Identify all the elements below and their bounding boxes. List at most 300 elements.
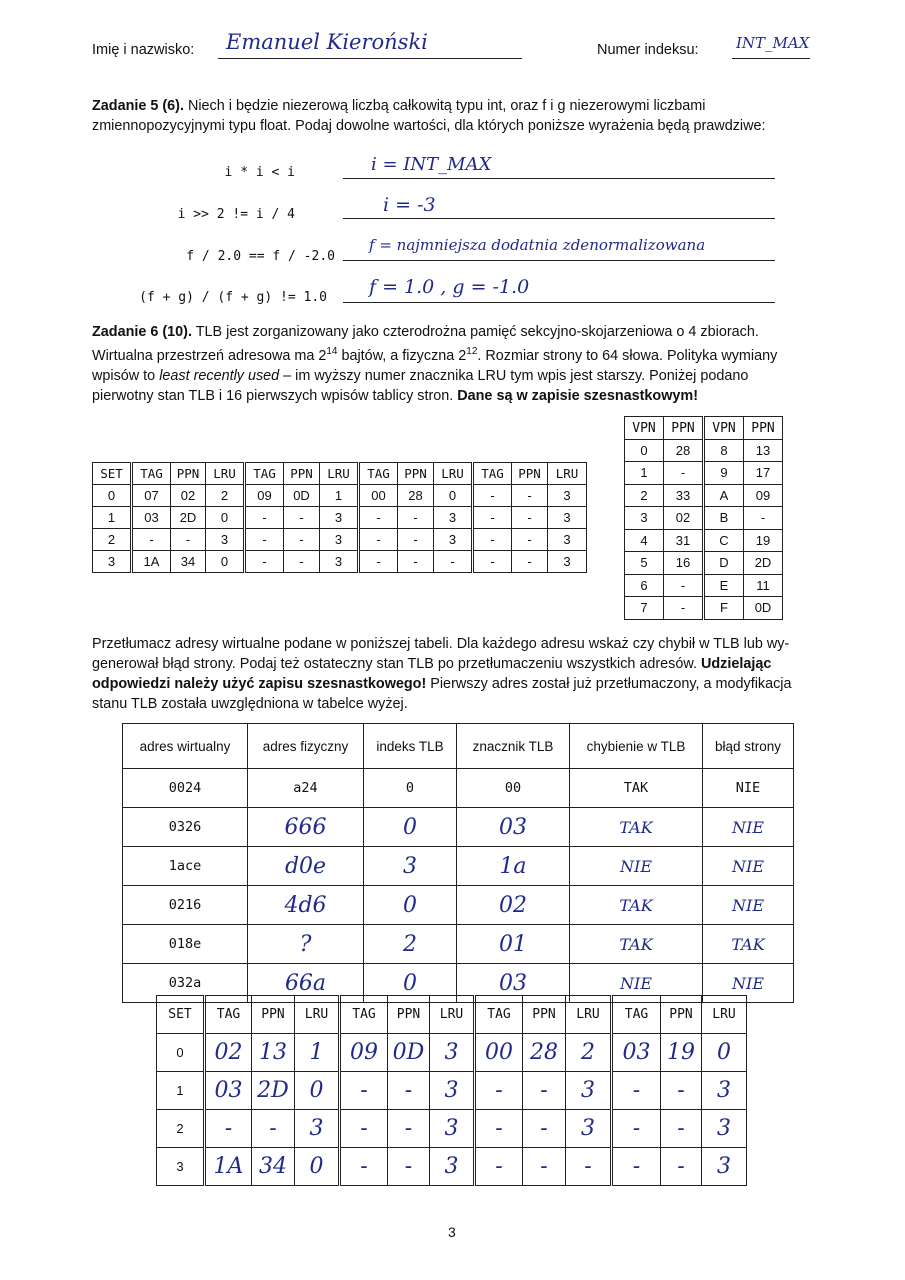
cell-value: 34: [259, 1154, 287, 1179]
cell-value: -: [299, 510, 304, 525]
table-row: [123, 886, 794, 925]
table-cell[interactable]: [430, 1034, 475, 1072]
table-cell[interactable]: [661, 1148, 702, 1186]
table-cell[interactable]: [475, 1148, 523, 1186]
table-cell[interactable]: [612, 1034, 661, 1072]
cell-value: LRU: [555, 466, 579, 481]
cell-value: -: [299, 532, 304, 547]
table-cell[interactable]: [570, 847, 703, 886]
table-cell: TAG: [612, 996, 661, 1034]
cell-value: PPN: [290, 466, 313, 481]
table-cell: PPN: [388, 996, 430, 1034]
table-cell: 2: [157, 1110, 205, 1148]
initial-tlb-table: [92, 462, 587, 573]
table-row: [625, 574, 783, 597]
cell-value: 3: [309, 1116, 324, 1141]
table-cell: [625, 417, 664, 440]
table-cell[interactable]: [295, 1110, 340, 1148]
index-value: INT_MAX: [736, 34, 810, 52]
table-cell: [206, 463, 245, 485]
cell-value: 03: [144, 510, 159, 525]
table-row: [123, 724, 794, 769]
page-table: [624, 416, 783, 620]
table-cell[interactable]: [430, 1072, 475, 1110]
table-cell: 16: [664, 552, 704, 575]
table-cell: [245, 551, 284, 573]
cell-value: 3: [444, 1040, 459, 1065]
cell-value: NIE: [732, 817, 764, 837]
cell-value: 3: [444, 1078, 459, 1103]
table-row: [157, 1148, 747, 1186]
index-label: Numer indeksu:: [597, 42, 699, 58]
table-cell: NIE: [703, 769, 794, 808]
cell-value: TAK: [619, 895, 653, 915]
table-cell: 6: [625, 574, 664, 597]
table-cell[interactable]: [252, 1072, 295, 1110]
table-cell: [245, 529, 284, 551]
task5-description: Niech i będzie niezerową liczbą całkowitą typu int, oraz f i g niezerowymi liczbami zmiennopozycyjnymi typu float. Podaj dowolne wartości, dla których poniższe wyrażenia będą prawdziwe:: [92, 98, 766, 134]
table-cell[interactable]: [248, 925, 364, 964]
table-cell: a24: [248, 769, 364, 808]
table-cell: 02: [664, 507, 704, 530]
table-cell: [398, 463, 434, 485]
table-cell: TAK: [570, 769, 703, 808]
cell-value: PPN: [404, 466, 427, 481]
cell-value: 0: [403, 814, 417, 840]
cell-value: 2D: [179, 510, 197, 525]
cell-value: 02: [214, 1040, 243, 1065]
table-row: [123, 808, 794, 847]
task6-line-3b: – im wyższy numer znacznika LRU tym wpis jest starszy. Poniżej podano: [279, 367, 749, 384]
table-cell: [93, 507, 132, 529]
table-row: [625, 597, 783, 620]
table-cell[interactable]: [702, 1072, 747, 1110]
table-cell: [473, 529, 512, 551]
table-cell: [132, 485, 171, 507]
table-cell: [512, 485, 548, 507]
table-cell[interactable]: [340, 1148, 388, 1186]
name-field[interactable]: [218, 30, 522, 59]
cell-value: 1A: [143, 554, 160, 569]
table-cell: 7: [625, 597, 664, 620]
cell-value: -: [677, 1078, 685, 1103]
table-cell: D: [704, 552, 744, 575]
table-cell[interactable]: [205, 1072, 252, 1110]
table-cell: [171, 529, 206, 551]
task6-line-4b: Dane są w zapisie szesnastkowym!: [457, 387, 698, 404]
table-cell: [320, 485, 359, 507]
task6-line-2c: . Rozmiar strony to 64 słowa. Polityka wymiany: [477, 347, 778, 364]
table-cell: 0326: [123, 808, 248, 847]
table-cell: -: [664, 597, 704, 620]
table-cell: 0024: [123, 769, 248, 808]
table-cell: chybienie w TLB: [570, 724, 703, 769]
cell-value: -: [299, 554, 304, 569]
cell-value: TAK: [731, 934, 765, 954]
table-row: [625, 507, 783, 530]
task5-answer-field-1[interactable]: [343, 154, 775, 179]
cell-value: 3: [563, 488, 571, 503]
cell-value: 09: [257, 488, 272, 503]
table-cell[interactable]: [475, 1072, 523, 1110]
table-cell: 0D: [744, 597, 783, 620]
table-cell[interactable]: [661, 1072, 702, 1110]
table-cell: [548, 507, 587, 529]
table-row: [625, 529, 783, 552]
cell-value: 3: [581, 1078, 595, 1103]
sup-12: 12: [466, 346, 478, 357]
cell-value: TAG: [140, 466, 163, 481]
table-cell[interactable]: [252, 1148, 295, 1186]
table-cell: [93, 485, 132, 507]
task5-text: [92, 96, 814, 136]
table-row: [93, 485, 587, 507]
table-cell[interactable]: [340, 1034, 388, 1072]
cell-value: 1: [334, 488, 343, 503]
cell-value: 1: [107, 510, 116, 525]
cell-value: -: [632, 1078, 641, 1103]
table-cell: LRU: [430, 996, 475, 1034]
cell-value: -: [527, 510, 532, 525]
table-cell: błąd strony: [703, 724, 794, 769]
table-cell[interactable]: [523, 1072, 566, 1110]
table-cell: PPN: [523, 996, 566, 1034]
cell-value: TAK: [619, 817, 653, 837]
table-cell: 9: [704, 462, 744, 485]
table-cell: [132, 463, 171, 485]
table-cell[interactable]: [703, 925, 794, 964]
table-cell[interactable]: [364, 847, 457, 886]
cell-value: -: [490, 532, 495, 547]
cell-value: TAK: [619, 934, 653, 954]
table-cell: -: [664, 574, 704, 597]
cell-value: -: [413, 510, 418, 525]
table-cell[interactable]: [702, 1034, 747, 1072]
cell-value: TAG: [367, 466, 390, 481]
table-row: [123, 925, 794, 964]
cell-value: 0D: [392, 1040, 425, 1065]
table-cell: [171, 507, 206, 529]
cell-value: 3: [581, 1116, 595, 1141]
table-cell: [512, 463, 548, 485]
table-row: [93, 551, 587, 573]
table-cell: 018e: [123, 925, 248, 964]
table-cell: PPN: [661, 996, 702, 1034]
table-cell[interactable]: [205, 1148, 252, 1186]
table-cell[interactable]: [523, 1110, 566, 1148]
table-cell[interactable]: [248, 886, 364, 925]
cell-value: 0: [717, 1040, 731, 1065]
table-cell[interactable]: [205, 1034, 252, 1072]
table-cell: [206, 551, 245, 573]
table-cell: TAG: [205, 996, 252, 1034]
table-cell[interactable]: [570, 808, 703, 847]
table-cell[interactable]: [457, 808, 570, 847]
cell-value: 3: [717, 1154, 731, 1179]
cell-value: -: [632, 1116, 641, 1141]
cell-value: -: [413, 532, 418, 547]
table-row: [625, 417, 783, 440]
cell-value: NIE: [732, 856, 764, 876]
cell-value: -: [527, 488, 532, 503]
instr-line-4: stanu TLB została uwzględniona w tabelce wyżej.: [92, 696, 408, 712]
table-cell: indeks TLB: [364, 724, 457, 769]
cell-value: -: [527, 532, 532, 547]
table-cell[interactable]: [295, 1072, 340, 1110]
cell-value: 34: [180, 554, 196, 569]
task5-answer-field-2[interactable]: [343, 194, 775, 219]
cell-value: PPN: [751, 420, 775, 436]
cell-value: SET: [100, 466, 123, 481]
table-cell[interactable]: [364, 808, 457, 847]
table-cell[interactable]: [566, 1034, 612, 1072]
task5-answer-field-4[interactable]: [343, 276, 775, 303]
cell-value: 3: [107, 554, 116, 569]
table-cell: -: [664, 462, 704, 485]
cell-value: 0: [220, 510, 229, 525]
cell-value: 3: [403, 853, 417, 879]
table-cell[interactable]: [702, 1148, 747, 1186]
table-cell: 5: [625, 552, 664, 575]
cell-value: 03: [622, 1040, 651, 1065]
table-row: [625, 462, 783, 485]
cell-value: -: [495, 1078, 503, 1103]
table-cell: [359, 485, 398, 507]
table-cell[interactable]: [340, 1072, 388, 1110]
cell-value: -: [262, 554, 267, 569]
table-cell: [434, 551, 473, 573]
table-cell[interactable]: [457, 925, 570, 964]
cell-value: TAG: [481, 466, 504, 481]
task5-expr-4: (f + g) / (f + g) != 1.0: [139, 290, 327, 305]
table-cell: A: [704, 484, 744, 507]
task6-instructions: [92, 634, 814, 714]
table-row: [93, 529, 587, 551]
table-cell: [320, 507, 359, 529]
cell-value: 0: [309, 1154, 324, 1179]
table-cell[interactable]: [295, 1148, 340, 1186]
cell-value: -: [185, 532, 191, 547]
table-cell: 0216: [123, 886, 248, 925]
table-cell: [132, 551, 171, 573]
final-tlb-table: [156, 995, 747, 1186]
cell-value: 07: [144, 488, 159, 503]
table-cell[interactable]: [523, 1034, 566, 1072]
table-cell[interactable]: [570, 925, 703, 964]
name-value: Emanuel Kieroński: [226, 30, 428, 54]
table-cell[interactable]: [702, 1110, 747, 1148]
table-cell[interactable]: [388, 1072, 430, 1110]
instr-line-3a: odpowiedzi należy użyć zapisu szesnastkowego!: [92, 676, 427, 692]
table-cell[interactable]: [566, 1148, 612, 1186]
table-cell[interactable]: [364, 925, 457, 964]
cell-value: d0e: [284, 853, 327, 879]
cell-value: -: [262, 510, 267, 525]
cell-value: 19: [667, 1040, 695, 1065]
table-cell: [473, 485, 512, 507]
table-cell[interactable]: [661, 1110, 702, 1148]
table-cell: [359, 529, 398, 551]
cell-value: 3: [334, 510, 343, 525]
instr-line-1: Przetłumacz adresy wirtualne podane w poniższej tabeli. Dla każdego adresu wskaż czy chybił w TLB lub wy-: [92, 636, 790, 652]
cell-value: 09: [350, 1040, 378, 1065]
table-cell: [512, 551, 548, 573]
table-cell[interactable]: [248, 808, 364, 847]
table-cell[interactable]: [364, 886, 457, 925]
table-cell[interactable]: [205, 1110, 252, 1148]
table-cell: [206, 507, 245, 529]
table-cell[interactable]: [703, 808, 794, 847]
cell-value: -: [584, 1154, 592, 1179]
table-row: [123, 847, 794, 886]
table-cell: [132, 529, 171, 551]
table-row: [157, 1072, 747, 1110]
table-cell: [284, 551, 320, 573]
table-cell: 3: [625, 507, 664, 530]
table-row: [93, 463, 587, 485]
table-cell: [284, 463, 320, 485]
cell-value: -: [376, 510, 381, 525]
cell-value: TAG: [253, 466, 276, 481]
table-cell: [398, 485, 434, 507]
cell-value: 1a: [499, 853, 527, 879]
cell-value: 1: [309, 1040, 324, 1065]
table-cell[interactable]: [570, 886, 703, 925]
table-cell: 3: [157, 1148, 205, 1186]
cell-value: -: [540, 1154, 548, 1179]
cell-value: 66a: [284, 970, 327, 996]
table-cell[interactable]: [457, 886, 570, 925]
table-cell[interactable]: [430, 1148, 475, 1186]
table-cell: [398, 551, 434, 573]
table-cell: [284, 529, 320, 551]
task5-answer-1: i = INT_MAX: [371, 154, 492, 175]
table-cell: 11: [744, 574, 783, 597]
table-cell: [512, 507, 548, 529]
table-cell: [171, 463, 206, 485]
table-cell[interactable]: [388, 1110, 430, 1148]
cell-value: -: [490, 510, 495, 525]
cell-value: 02: [499, 892, 527, 918]
table-cell: TAG: [340, 996, 388, 1034]
task5-answer-field-3[interactable]: [343, 236, 775, 261]
cell-value: 28: [408, 488, 423, 503]
task5-expr-1: i * i < i: [224, 165, 295, 180]
table-cell[interactable]: [661, 1034, 702, 1072]
table-cell: SET: [157, 996, 205, 1034]
table-cell: TAG: [475, 996, 523, 1034]
table-cell: adres wirtualny: [123, 724, 248, 769]
table-cell[interactable]: [703, 886, 794, 925]
table-cell: [359, 463, 398, 485]
table-cell: 13: [744, 439, 783, 462]
table-cell: [744, 417, 783, 440]
table-cell: E: [704, 574, 744, 597]
table-row: [123, 769, 794, 808]
cell-value: 1A: [213, 1154, 244, 1179]
table-cell[interactable]: [612, 1148, 661, 1186]
table-cell[interactable]: [612, 1110, 661, 1148]
cell-value: NIE: [732, 895, 764, 915]
table-cell[interactable]: [388, 1148, 430, 1186]
cell-value: -: [149, 532, 154, 547]
table-cell: 09: [744, 484, 783, 507]
table-cell[interactable]: [703, 847, 794, 886]
table-cell: [245, 507, 284, 529]
task6-line-2b: bajtów, a fizyczna 2: [337, 347, 467, 364]
table-row: [625, 439, 783, 462]
table-cell: [320, 463, 359, 485]
table-cell[interactable]: [457, 847, 570, 886]
table-cell[interactable]: [295, 1034, 340, 1072]
instr-line-3b: Pierwszy adres został już przetłumaczony, a modyfikacja: [426, 676, 792, 692]
table-cell: F: [704, 597, 744, 620]
cell-value: 0: [448, 488, 457, 503]
table-cell[interactable]: [523, 1148, 566, 1186]
cell-value: 0: [309, 1078, 324, 1103]
table-cell: [434, 485, 473, 507]
table-cell[interactable]: [566, 1110, 612, 1148]
table-cell[interactable]: [388, 1034, 430, 1072]
task5-answer-4: f = 1.0 , g = -1.0: [369, 276, 530, 298]
cell-value: 2: [403, 931, 417, 957]
task5-answer-2: i = -3: [383, 194, 436, 216]
table-cell[interactable]: [430, 1110, 475, 1148]
task5-title: Zadanie 5 (6).: [92, 98, 184, 114]
cell-value: PPN: [176, 466, 200, 481]
cell-value: -: [540, 1116, 548, 1141]
table-cell[interactable]: [248, 847, 364, 886]
table-cell: [320, 551, 359, 573]
cell-value: ?: [299, 931, 312, 957]
cell-value: NIE: [620, 856, 652, 876]
table-cell: LRU: [295, 996, 340, 1034]
cell-value: 3: [717, 1078, 731, 1103]
table-cell: [398, 529, 434, 551]
cell-value: 4d6: [284, 892, 327, 918]
table-cell: [171, 551, 206, 573]
table-cell: [245, 463, 284, 485]
table-cell: 0: [157, 1034, 205, 1072]
cell-value: 03: [499, 814, 527, 840]
task6-line-3-italic: least recently used: [159, 367, 280, 384]
table-cell[interactable]: [475, 1034, 523, 1072]
table-cell[interactable]: [252, 1034, 295, 1072]
cell-value: -: [495, 1154, 503, 1179]
table-cell: [434, 507, 473, 529]
table-cell: [93, 551, 132, 573]
table-cell[interactable]: [566, 1072, 612, 1110]
tlb-header-cell: [93, 463, 132, 485]
table-cell[interactable]: [340, 1110, 388, 1148]
cell-value: 3: [563, 510, 571, 525]
table-cell[interactable]: [475, 1110, 523, 1148]
task5-expr-2: i >> 2 != i / 4: [177, 207, 295, 222]
table-cell: [398, 507, 434, 529]
cell-value: 02: [180, 488, 196, 503]
index-field[interactable]: [732, 34, 810, 59]
task6-line-4a: pierwotny stan TLB i 16 pierwszych wpisów tablicy stron.: [92, 387, 458, 404]
table-cell: 28: [664, 439, 704, 462]
cell-value: -: [632, 1154, 641, 1179]
table-cell: [704, 417, 744, 440]
cell-value: 3: [334, 554, 343, 569]
table-cell[interactable]: [252, 1110, 295, 1148]
cell-value: VPN: [712, 420, 736, 436]
table-row: [625, 484, 783, 507]
table-cell: [548, 485, 587, 507]
table-cell[interactable]: [612, 1072, 661, 1110]
